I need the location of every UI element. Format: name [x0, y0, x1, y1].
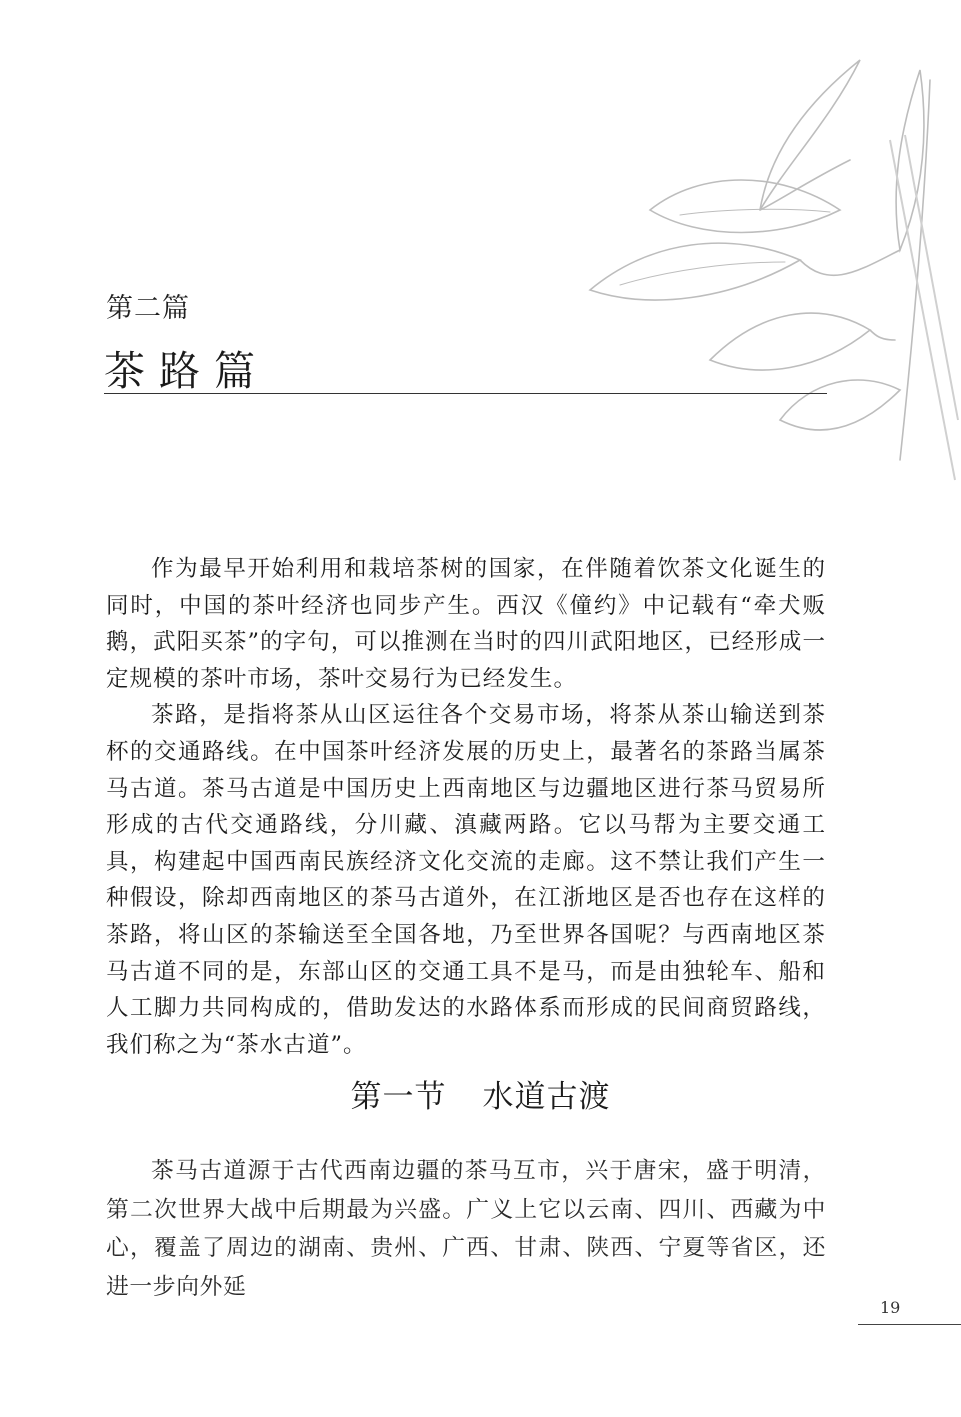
title-divider — [104, 393, 827, 394]
section-text — [106, 1152, 826, 1306]
part-label: 第二篇 — [106, 293, 190, 324]
page-number-rule — [858, 1324, 961, 1325]
section-number: 第一节 — [350, 1079, 447, 1115]
section-paragraph-1: 茶马古道源于古代西南边疆的茶马互市，兴于唐宋，盛于明清，第二次世界大战中后期最为兴盛。广义上它以云南、四川、西藏为中心，覆盖了周边的湖南、贵州、广西、甘肃、陕西、宁夏等省区，还进一步向外延 — [106, 1158, 826, 1300]
intro-paragraph-1: 作为最早开始利用和栽培茶树的国家，在伴随着饮茶文化诞生的同时，中国的茶叶经济也同步产生。西汉《僮约》中记载有“牵犬贩鹅，武阳买茶”的字句，可以推测在当时的四川武阳地区，已经形成一定规模的茶叶市场，茶叶交易行为已经发生。 — [106, 556, 826, 692]
section-heading — [0, 1071, 961, 1116]
intro-paragraph-2: 茶路，是指将茶从山区运往各个交易市场，将茶从茶山输送到茶杯的交通路线。在中国茶叶经济发展的历史上，最著名的茶路当属茶马古道。茶马古道是中国历史上西南地区与边疆地区进行茶马贸易所形成的古代交通路线，分川藏、滇藏两路。它以马帮为主要交通工具，构建起中国西南民族经济文化交流的走廊。这不禁让我们产生一种假设，除却西南地区的茶马古道外，在江浙地区是否也存在这样的茶路，将山区的茶输送至全国各地，乃至世界各国呢？与西南地区茶马古道不同的是，东部山区的交通工具不是马，而是由独轮车、船和人工脚力共同构成的，借助发达的水路体系而形成的民间商贸路线，我们称之为“茶水古道”。 — [106, 702, 826, 1058]
tea-leaf-illustration-icon — [560, 40, 961, 510]
intro-text — [106, 551, 826, 1063]
section-title: 水道古渡 — [482, 1079, 611, 1115]
part-title: 茶路篇 — [104, 347, 269, 395]
page-number: 19 — [880, 1298, 901, 1317]
